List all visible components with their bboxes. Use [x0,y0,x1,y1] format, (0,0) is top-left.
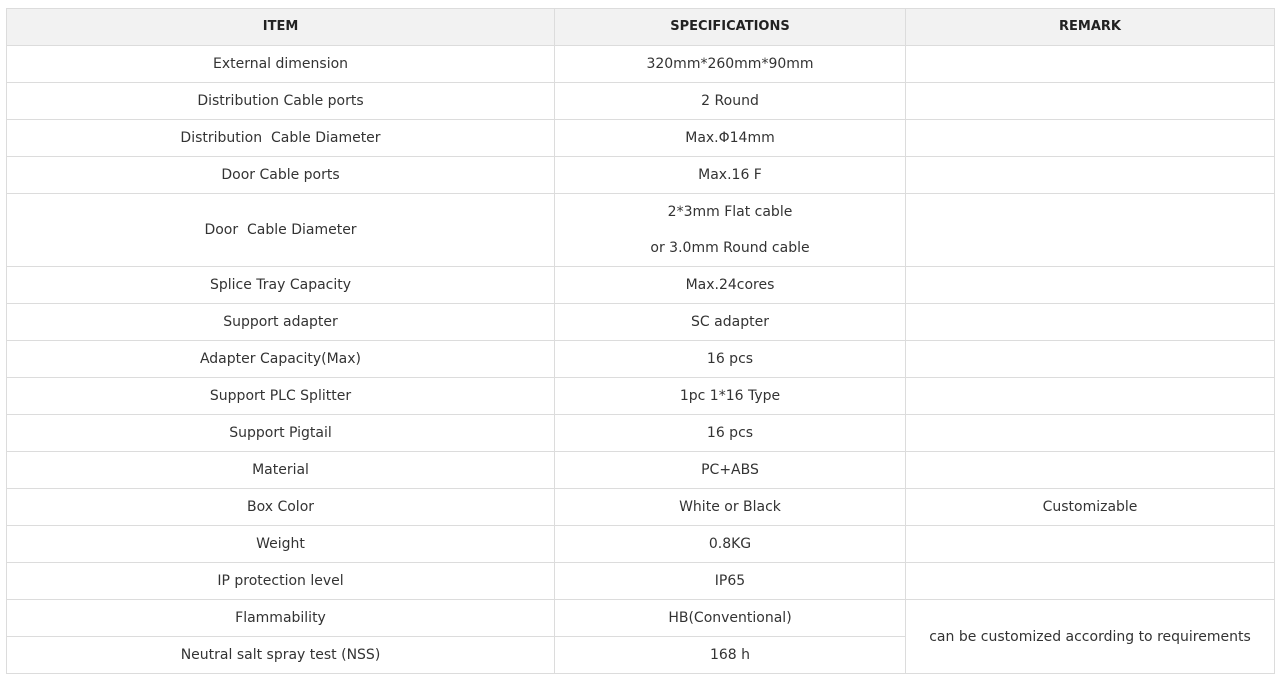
item-cell: Neutral salt spray test (NSS) [7,637,555,674]
remark-cell [906,452,1275,489]
spec-cell: SC adapter [555,304,906,341]
remark-cell [906,304,1275,341]
item-cell: Weight [7,526,555,563]
spec-cell: White or Black [555,489,906,526]
table-row [7,267,1275,304]
table-row [7,600,1275,637]
header-specifications: SPECIFICATIONS [555,9,906,46]
table-row [7,378,1275,415]
item-cell: Material [7,452,555,489]
remark-cell: can be customized according to requirements [906,600,1275,674]
remark-cell [906,341,1275,378]
table-row [7,563,1275,600]
spec-cell: 0.8KG [555,526,906,563]
remark-cell [906,415,1275,452]
item-cell: Splice Tray Capacity [7,267,555,304]
table-header-row [7,9,1275,46]
remark-cell [906,267,1275,304]
table-row [7,83,1275,120]
header-remark: REMARK [906,9,1275,46]
item-cell: Adapter Capacity(Max) [7,341,555,378]
table-row [7,120,1275,157]
table-row [7,452,1275,489]
item-cell: Flammability [7,600,555,637]
table-row [7,341,1275,378]
item-cell: Support adapter [7,304,555,341]
spec-cell: 1pc 1*16 Type [555,378,906,415]
remark-cell [906,157,1275,194]
spec-cell: HB(Conventional) [555,600,906,637]
remark-cell [906,46,1275,83]
item-cell: Distribution Cable Diameter [7,120,555,157]
item-cell: External dimension [7,46,555,83]
table-row [7,526,1275,563]
table-row [7,46,1275,83]
remark-cell [906,194,1275,267]
spec-cell: IP65 [555,563,906,600]
item-cell: Door Cable ports [7,157,555,194]
remark-cell [906,563,1275,600]
spec-cell: 320mm*260mm*90mm [555,46,906,83]
header-item: ITEM [7,9,555,46]
table-row [7,415,1275,452]
remark-cell [906,120,1275,157]
remark-cell [906,526,1275,563]
spec-cell: 16 pcs [555,415,906,452]
item-cell: Distribution Cable ports [7,83,555,120]
remark-cell [906,378,1275,415]
spec-cell: 16 pcs [555,341,906,378]
table-row [7,194,1275,267]
item-cell: Box Color [7,489,555,526]
item-cell: Support PLC Splitter [7,378,555,415]
item-cell: IP protection level [7,563,555,600]
spec-line: or 3.0mm Round cable [650,240,810,256]
spec-cell: Max.24cores [555,267,906,304]
remark-cell [906,83,1275,120]
table-row [7,489,1275,526]
item-cell: Door Cable Diameter [7,194,555,267]
spec-line: 2*3mm Flat cable [667,204,793,220]
spec-cell: Max.16 F [555,157,906,194]
table-row [7,304,1275,341]
spec-cell: Max.Φ14mm [555,120,906,157]
spec-cell: PC+ABS [555,452,906,489]
spec-cell: 168 h [555,637,906,674]
table-row [7,157,1275,194]
item-cell: Support Pigtail [7,415,555,452]
remark-cell: Customizable [906,489,1275,526]
spec-cell [555,194,906,267]
spec-cell: 2 Round [555,83,906,120]
specifications-table [6,8,1275,674]
